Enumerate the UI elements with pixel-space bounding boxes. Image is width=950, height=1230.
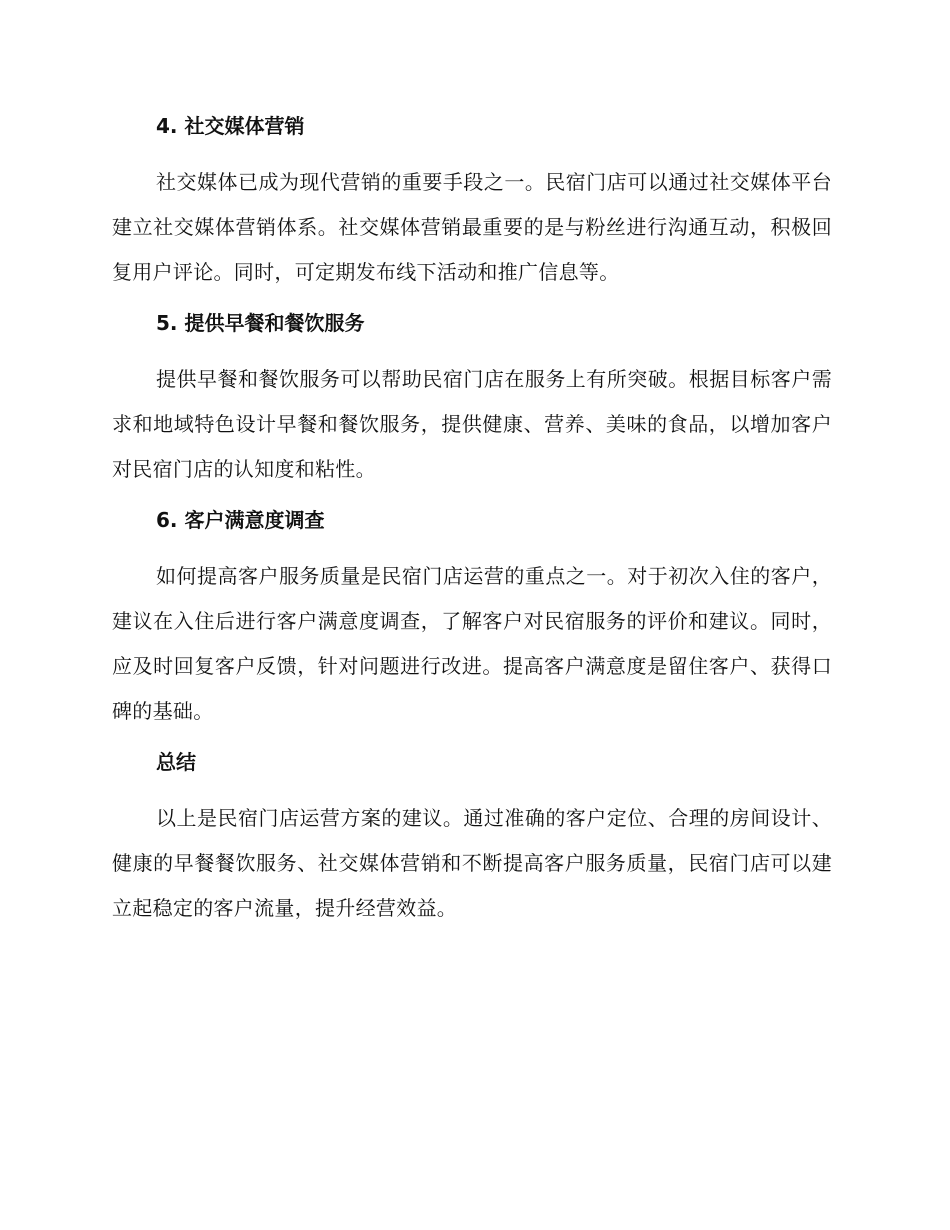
section-customer-survey (112, 504, 832, 734)
document-content (112, 110, 832, 943)
section-heading: 6. 客户满意度调查 (156, 508, 325, 532)
section-heading: 总结 (156, 750, 196, 774)
section-paragraph: 如何提高客户服务质量是民宿门店运营的重点之一。对于初次入住的客户，建议在入住后进行客户满意度调查，了解客户对民宿服务的评价和建议。同时，应及时回复客户反馈，针对问题进行改进。提高客户满意度是留住客户、获得口碑的基础。 (112, 564, 832, 723)
section-paragraph: 提供早餐和餐饮服务可以帮助民宿门店在服务上有所突破。根据目标客户需求和地域特色设计早餐和餐饮服务，提供健康、营养、美味的食品，以增加客户对民宿门店的认知度和粘性。 (112, 367, 832, 481)
section-heading: 5. 提供早餐和餐饮服务 (156, 311, 365, 335)
section-breakfast-dining (112, 307, 832, 492)
section-social-media-marketing (112, 110, 832, 295)
section-heading: 4. 社交媒体营销 (156, 114, 305, 138)
section-paragraph: 社交媒体已成为现代营销的重要手段之一。民宿门店可以通过社交媒体平台建立社交媒体营销体系。社交媒体营销最重要的是与粉丝进行沟通互动，积极回复用户评论。同时，可定期发布线下活动和推广信息等。 (112, 170, 832, 284)
section-summary (112, 746, 832, 931)
section-paragraph: 以上是民宿门店运营方案的建议。通过准确的客户定位、合理的房间设计、健康的早餐餐饮服务、社交媒体营销和不断提高客户服务质量，民宿门店可以建立起稳定的客户流量，提升经营效益。 (112, 806, 832, 920)
